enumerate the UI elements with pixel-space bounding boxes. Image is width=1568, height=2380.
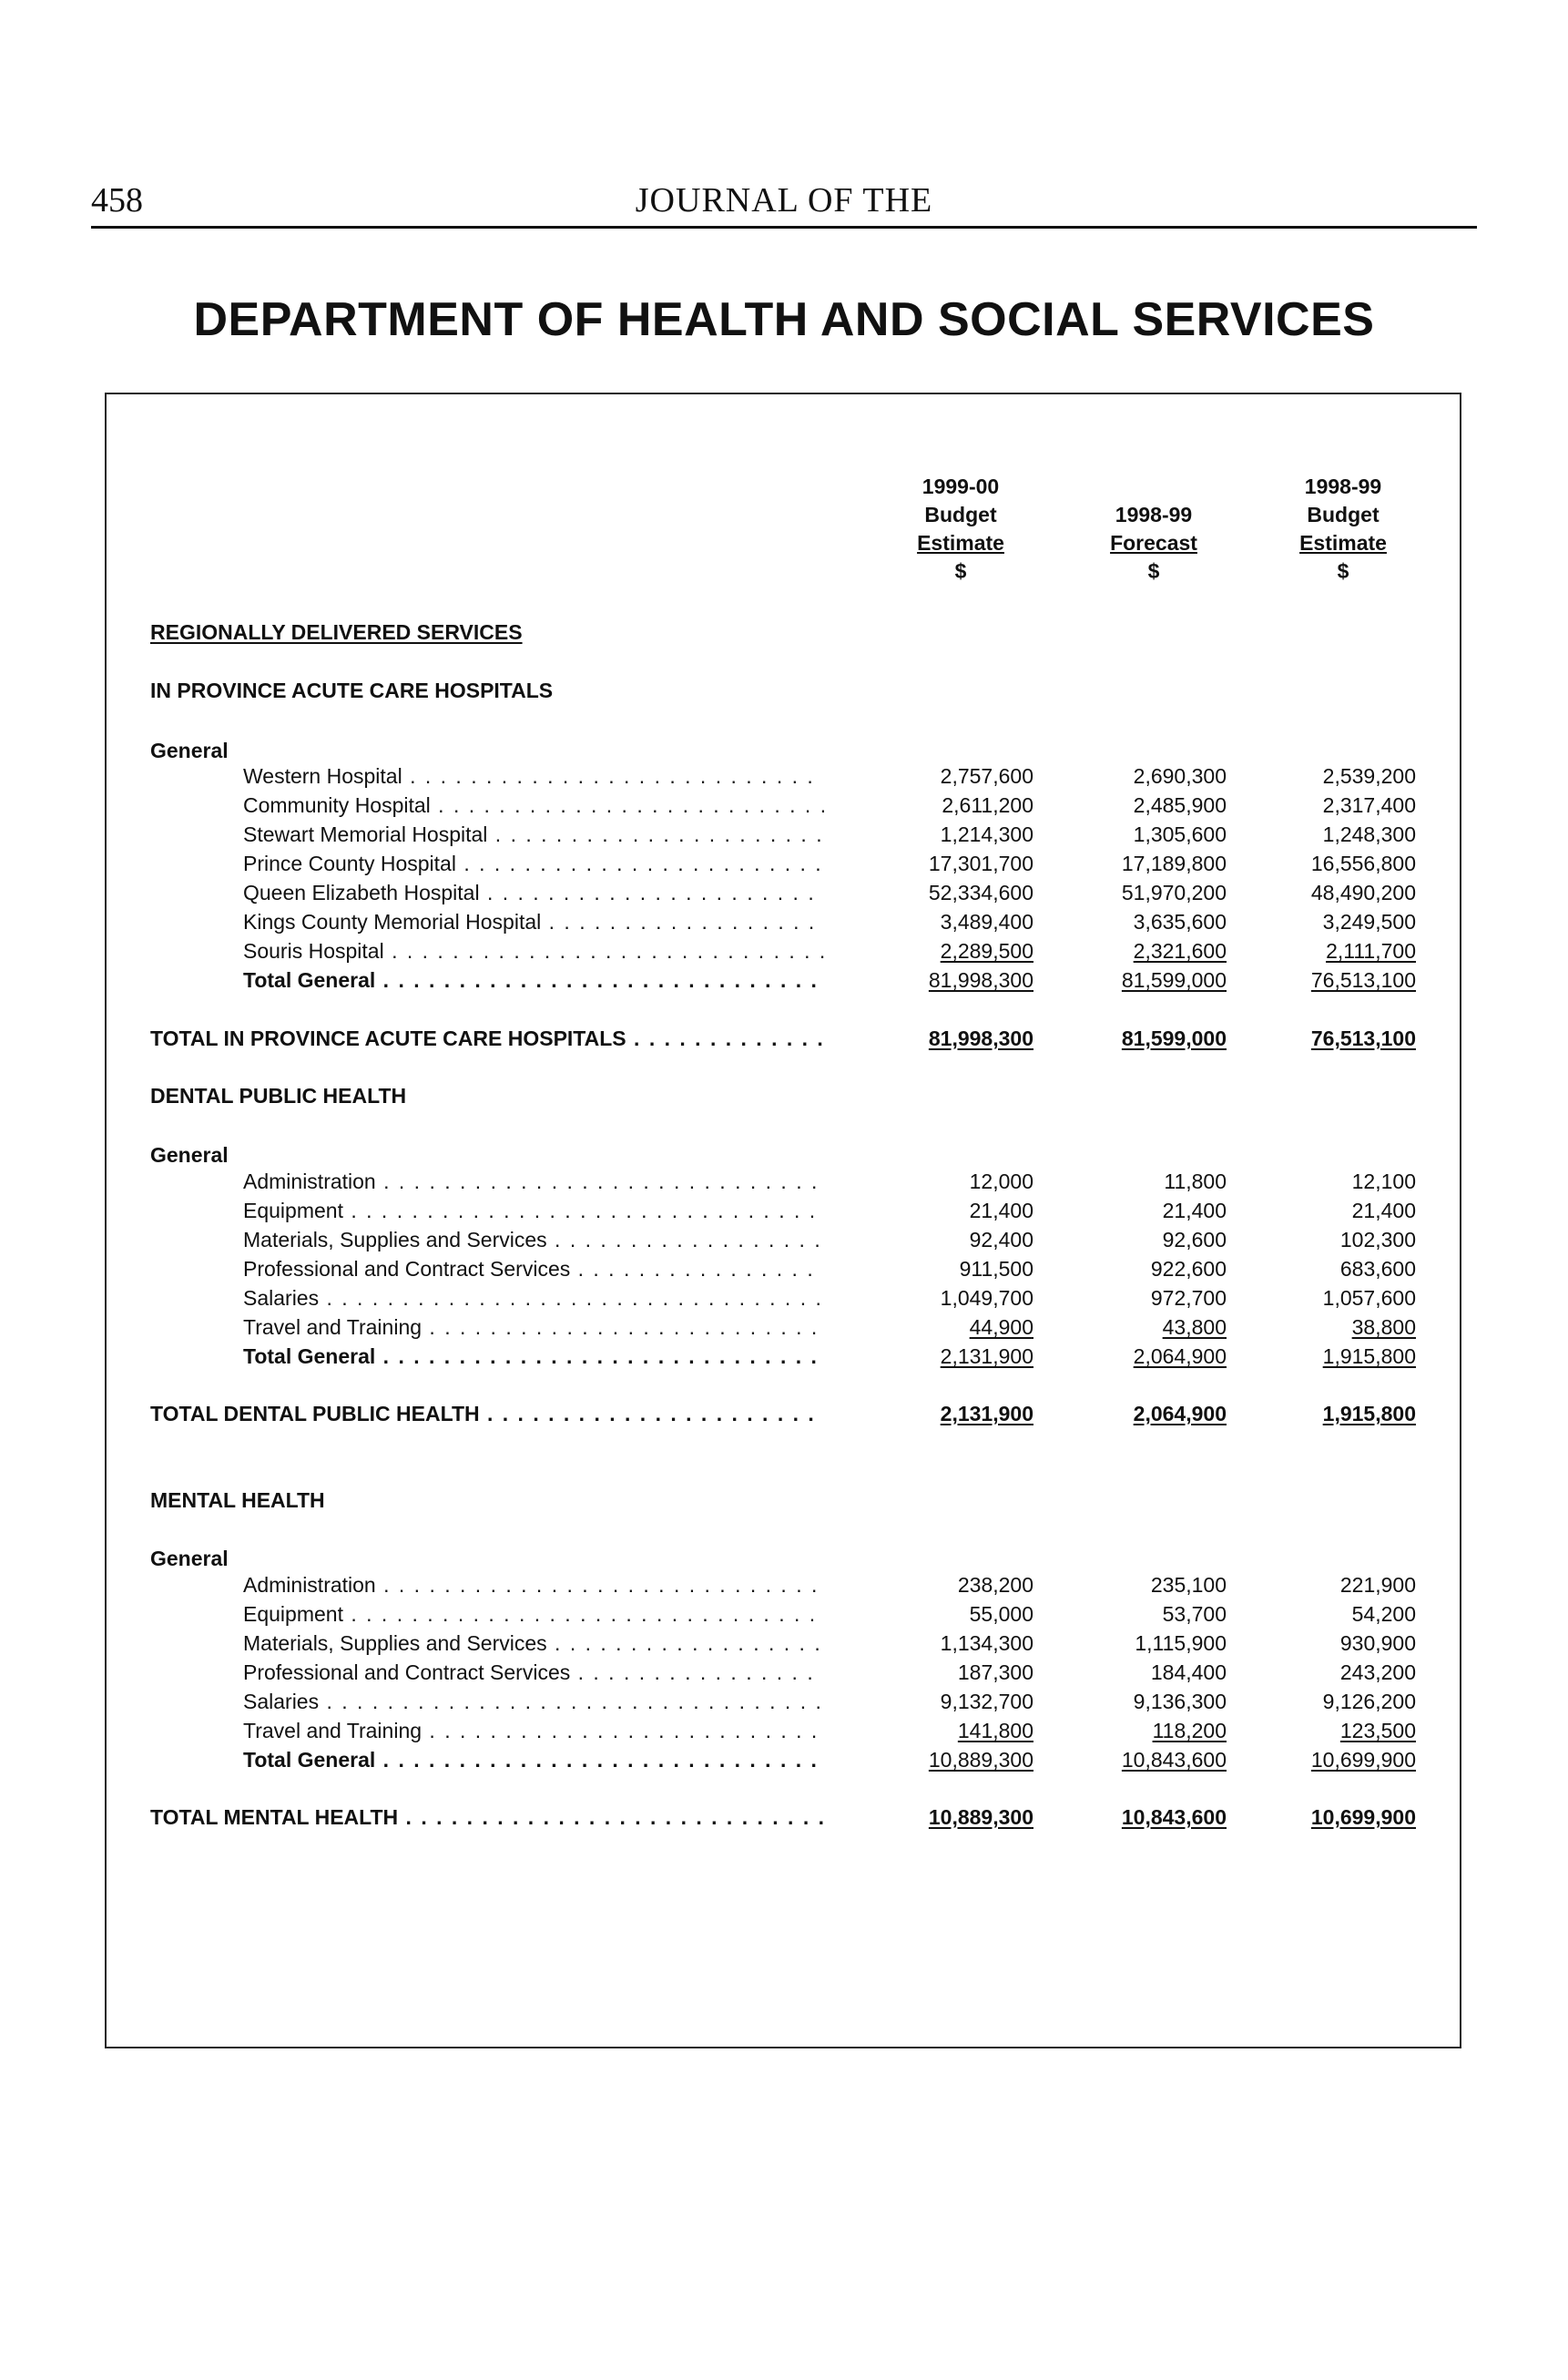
row-label: Total General . . .	[243, 1745, 824, 1774]
row-value-forecast: 21,400	[1162, 1199, 1227, 1222]
column-header-unit: $	[954, 559, 967, 583]
row-value-forecast: 53,700	[1162, 1602, 1227, 1626]
row-label: Travel and Training . . .	[243, 1716, 824, 1745]
table-row	[150, 1599, 1420, 1629]
row-value-1998-99: 2,111,700	[1326, 939, 1416, 963]
table-row	[150, 1313, 1420, 1342]
row-value-1999-00: 2,131,900	[940, 1344, 1033, 1368]
row-value-forecast: 1,115,900	[1135, 1631, 1227, 1655]
row-value-forecast: 2,064,900	[1133, 1402, 1227, 1425]
row-value-1999-00: 238,200	[957, 1573, 1033, 1597]
table-row	[150, 849, 1420, 878]
row-label: Professional and Contract Services . . .	[243, 1254, 824, 1283]
total-general-row	[150, 1745, 1420, 1774]
row-label: Prince County Hospital . . .	[243, 849, 824, 878]
table-row	[150, 1254, 1420, 1283]
row-value-1998-99: 10,699,900	[1310, 1805, 1416, 1829]
row-value-forecast: 3,635,600	[1133, 910, 1227, 934]
row-value-1998-99: 102,300	[1339, 1228, 1416, 1251]
running-head	[91, 179, 1477, 229]
column-header-line3: Forecast	[1110, 531, 1197, 555]
row-value-1998-99: 683,600	[1339, 1257, 1416, 1281]
hospitals-heading: IN PROVINCE ACUTE CARE HOSPITALS	[150, 679, 554, 702]
column-header-line3: Estimate	[917, 531, 1004, 555]
row-value-forecast: 17,189,800	[1121, 852, 1227, 875]
row-value-1999-00: 141,800	[957, 1719, 1033, 1742]
row-value-1998-99: 76,513,100	[1310, 1027, 1416, 1050]
row-value-1998-99: 3,249,500	[1322, 910, 1416, 934]
dental-heading: DENTAL PUBLIC HEALTH	[150, 1084, 407, 1108]
row-value-1999-00: 2,289,500	[940, 939, 1033, 963]
row-value-1998-99: 1,915,800	[1322, 1402, 1416, 1425]
row-label: Community Hospital . . .	[243, 791, 824, 820]
row-label: Materials, Supplies and Services . . .	[243, 1629, 824, 1658]
row-label: TOTAL IN PROVINCE ACUTE CARE HOSPITALS . . .	[150, 1024, 824, 1053]
table-row	[150, 1283, 1420, 1313]
row-value-forecast: 11,800	[1164, 1170, 1227, 1193]
section-title: REGIONALLY DELIVERED SERVICES	[150, 620, 523, 644]
row-value-1999-00: 44,900	[969, 1315, 1033, 1339]
row-value-1998-99: 16,556,800	[1310, 852, 1416, 875]
row-value-1998-99: 1,248,300	[1322, 822, 1416, 846]
row-value-forecast: 972,700	[1150, 1286, 1227, 1310]
row-value-1998-99: 930,900	[1339, 1631, 1416, 1655]
row-label: Materials, Supplies and Services . . .	[243, 1225, 824, 1254]
row-value-1999-00: 187,300	[957, 1660, 1033, 1684]
table-row	[150, 1167, 1420, 1196]
row-label: Total General . . .	[243, 1342, 824, 1371]
mental-subheading: General	[150, 1547, 229, 1570]
row-value-forecast: 1,305,600	[1133, 822, 1227, 846]
section-total-row	[150, 1803, 1420, 1832]
table-row	[150, 1629, 1420, 1658]
column-header-1998-99-forecast	[1063, 501, 1245, 586]
row-value-1998-99: 2,539,200	[1322, 764, 1416, 788]
row-value-forecast: 92,600	[1162, 1228, 1227, 1251]
row-label: TOTAL DENTAL PUBLIC HEALTH . . .	[150, 1399, 824, 1428]
column-header-1999-00-budget-estimate	[870, 473, 1052, 586]
total-general-row	[150, 1342, 1420, 1371]
department-title: DEPARTMENT OF HEALTH AND SOCIAL SERVICES	[193, 293, 1375, 346]
row-value-1999-00: 1,214,300	[940, 822, 1033, 846]
table-row	[150, 878, 1420, 907]
row-label: Kings County Memorial Hospital . . .	[243, 907, 824, 936]
row-value-1999-00: 911,500	[959, 1257, 1033, 1281]
row-label: Administration . . .	[243, 1570, 824, 1599]
row-value-1999-00: 92,400	[969, 1228, 1033, 1251]
row-value-1998-99: 1,057,600	[1322, 1286, 1416, 1310]
row-value-1999-00: 81,998,300	[928, 1027, 1033, 1050]
column-header-line3: Estimate	[1299, 531, 1387, 555]
row-value-1999-00: 2,611,200	[942, 793, 1033, 817]
row-value-1999-00: 21,400	[969, 1199, 1033, 1222]
table-row	[150, 1687, 1420, 1716]
mental-heading: MENTAL HEALTH	[150, 1488, 325, 1512]
row-value-1999-00: 52,334,600	[928, 881, 1033, 904]
section-total-row	[150, 1399, 1420, 1428]
total-general-row	[150, 965, 1420, 995]
column-header-1998-99-budget-estimate	[1252, 473, 1434, 586]
row-value-forecast: 2,690,300	[1133, 764, 1227, 788]
table-row	[150, 791, 1420, 820]
table-row	[150, 1225, 1420, 1254]
table-row	[150, 936, 1420, 965]
row-value-1999-00: 2,131,900	[940, 1402, 1033, 1425]
row-value-1998-99: 2,317,400	[1322, 793, 1416, 817]
row-value-forecast: 2,321,600	[1133, 939, 1227, 963]
row-label: Professional and Contract Services . . .	[243, 1658, 824, 1687]
row-value-1999-00: 12,000	[969, 1170, 1033, 1193]
row-label: Stewart Memorial Hospital . . .	[243, 820, 824, 849]
row-value-1998-99: 9,126,200	[1322, 1690, 1416, 1713]
page-number: 458	[91, 181, 143, 220]
dental-subheading: General	[150, 1143, 229, 1167]
row-value-1999-00: 2,757,600	[940, 764, 1033, 788]
row-value-1999-00: 1,049,700	[940, 1286, 1033, 1310]
row-value-1999-00: 17,301,700	[928, 852, 1033, 875]
row-value-1998-99: 48,490,200	[1310, 881, 1416, 904]
row-value-1998-99: 10,699,900	[1310, 1748, 1416, 1772]
hospitals-subheading: General	[150, 739, 229, 762]
row-value-forecast: 922,600	[1150, 1257, 1227, 1281]
row-value-forecast: 10,843,600	[1121, 1748, 1227, 1772]
row-value-forecast: 2,064,900	[1133, 1344, 1227, 1368]
row-value-forecast: 118,200	[1152, 1719, 1227, 1742]
row-value-1999-00: 10,889,300	[928, 1805, 1033, 1829]
row-value-1998-99: 123,500	[1339, 1719, 1416, 1742]
row-value-1999-00: 9,132,700	[940, 1690, 1033, 1713]
row-value-forecast: 43,800	[1162, 1315, 1227, 1339]
column-header-line1: 1998-99	[1304, 475, 1382, 498]
table-row	[150, 907, 1420, 936]
row-value-forecast: 235,100	[1150, 1573, 1227, 1597]
row-value-forecast: 51,970,200	[1121, 881, 1227, 904]
table-row	[150, 761, 1420, 791]
row-value-forecast: 81,599,000	[1121, 1027, 1227, 1050]
row-label: Administration . . .	[243, 1167, 824, 1196]
row-value-forecast: 184,400	[1150, 1660, 1227, 1684]
row-value-1998-99: 38,800	[1351, 1315, 1416, 1339]
row-value-1998-99: 76,513,100	[1310, 968, 1416, 992]
row-value-forecast: 2,485,900	[1133, 793, 1227, 817]
row-value-1998-99: 221,900	[1339, 1573, 1416, 1597]
row-label: Salaries . . .	[243, 1687, 824, 1716]
table-row	[150, 1716, 1420, 1745]
journal-title: JOURNAL OF THE	[635, 181, 933, 220]
row-value-1999-00: 3,489,400	[940, 910, 1033, 934]
row-label: Queen Elizabeth Hospital . . .	[243, 878, 824, 907]
column-header-line2: 1998-99	[1115, 503, 1193, 526]
row-label: Equipment . . .	[243, 1196, 824, 1225]
row-value-1999-00: 55,000	[969, 1602, 1033, 1626]
row-label: Salaries . . .	[243, 1283, 824, 1313]
section-total-row	[150, 1024, 1420, 1053]
table-row	[150, 1196, 1420, 1225]
column-header-line1: 1999-00	[921, 475, 1000, 498]
row-label: Travel and Training . . .	[243, 1313, 824, 1342]
row-value-1999-00: 81,998,300	[928, 968, 1033, 992]
row-value-forecast: 81,599,000	[1121, 968, 1227, 992]
row-label: Souris Hospital . . .	[243, 936, 824, 965]
row-value-1998-99: 12,100	[1351, 1170, 1416, 1193]
row-value-forecast: 9,136,300	[1133, 1690, 1227, 1713]
column-header-line2: Budget	[924, 503, 997, 526]
column-header-unit: $	[1337, 559, 1349, 583]
row-label: Western Hospital . . .	[243, 761, 824, 791]
row-value-1999-00: 1,134,300	[940, 1631, 1033, 1655]
row-value-1998-99: 54,200	[1351, 1602, 1416, 1626]
row-label: Total General . . .	[243, 965, 824, 995]
row-label: TOTAL MENTAL HEALTH . . .	[150, 1803, 824, 1832]
row-value-1998-99: 243,200	[1339, 1660, 1416, 1684]
table-row	[150, 1658, 1420, 1687]
row-label: Equipment . . .	[243, 1599, 824, 1629]
column-header-line2: Budget	[1307, 503, 1380, 526]
table-row	[150, 1570, 1420, 1599]
column-header-unit: $	[1147, 559, 1160, 583]
row-value-forecast: 10,843,600	[1121, 1805, 1227, 1829]
table-row	[150, 820, 1420, 849]
row-value-1998-99: 21,400	[1351, 1199, 1416, 1222]
row-value-1998-99: 1,915,800	[1322, 1344, 1416, 1368]
row-value-1999-00: 10,889,300	[928, 1748, 1033, 1772]
